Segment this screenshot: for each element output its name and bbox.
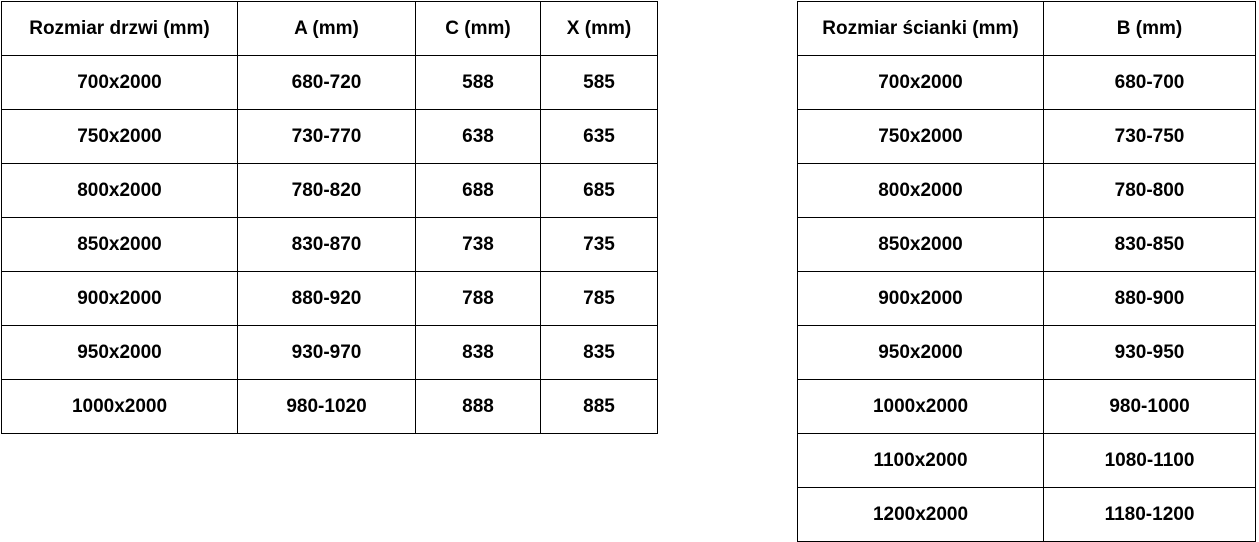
cell-wall-size: 1000x2000 — [798, 380, 1044, 434]
table-header-row — [798, 2, 1256, 56]
cell-a: 930-970 — [238, 326, 416, 380]
cell-door-size: 850x2000 — [2, 218, 238, 272]
doors-dimensions-table — [1, 1, 658, 434]
table-row — [2, 56, 658, 110]
cell-door-size: 900x2000 — [2, 272, 238, 326]
table-row — [798, 56, 1256, 110]
table-row — [798, 434, 1256, 488]
cell-a: 830-870 — [238, 218, 416, 272]
cell-c: 588 — [416, 56, 541, 110]
column-header-door-size: Rozmiar drzwi (mm) — [2, 2, 238, 56]
cell-c: 688 — [416, 164, 541, 218]
table-row — [798, 326, 1256, 380]
table-row — [798, 380, 1256, 434]
cell-b: 730-750 — [1044, 110, 1256, 164]
cell-x: 735 — [541, 218, 658, 272]
cell-x: 835 — [541, 326, 658, 380]
cell-c: 838 — [416, 326, 541, 380]
cell-a: 980-1020 — [238, 380, 416, 434]
cell-door-size: 1000x2000 — [2, 380, 238, 434]
cell-c: 788 — [416, 272, 541, 326]
cell-wall-size: 1200x2000 — [798, 488, 1044, 542]
column-header-x: X (mm) — [541, 2, 658, 56]
cell-wall-size: 850x2000 — [798, 218, 1044, 272]
table-row — [2, 110, 658, 164]
cell-b: 1080-1100 — [1044, 434, 1256, 488]
column-header-wall-size: Rozmiar ścianki (mm) — [798, 2, 1044, 56]
doors-table-body — [2, 56, 658, 434]
cell-a: 780-820 — [238, 164, 416, 218]
cell-x: 885 — [541, 380, 658, 434]
table-row — [798, 488, 1256, 542]
cell-b: 980-1000 — [1044, 380, 1256, 434]
cell-wall-size: 900x2000 — [798, 272, 1044, 326]
cell-wall-size: 950x2000 — [798, 326, 1044, 380]
cell-door-size: 800x2000 — [2, 164, 238, 218]
cell-b: 930-950 — [1044, 326, 1256, 380]
column-header-b: B (mm) — [1044, 2, 1256, 56]
table-row — [2, 164, 658, 218]
cell-a: 880-920 — [238, 272, 416, 326]
cell-wall-size: 700x2000 — [798, 56, 1044, 110]
table-row — [798, 110, 1256, 164]
table-row — [2, 218, 658, 272]
table-row — [2, 272, 658, 326]
cell-b: 1180-1200 — [1044, 488, 1256, 542]
cell-a: 730-770 — [238, 110, 416, 164]
table-row — [798, 164, 1256, 218]
table-row — [798, 272, 1256, 326]
column-header-a: A (mm) — [238, 2, 416, 56]
cell-wall-size: 1100x2000 — [798, 434, 1044, 488]
cell-c: 888 — [416, 380, 541, 434]
wall-table-body — [798, 56, 1256, 542]
cell-door-size: 750x2000 — [2, 110, 238, 164]
table-row — [2, 326, 658, 380]
cell-a: 680-720 — [238, 56, 416, 110]
cell-x: 685 — [541, 164, 658, 218]
doors-table-head — [2, 2, 658, 56]
cell-door-size: 700x2000 — [2, 56, 238, 110]
cell-wall-size: 800x2000 — [798, 164, 1044, 218]
cell-b: 830-850 — [1044, 218, 1256, 272]
cell-x: 785 — [541, 272, 658, 326]
table-row — [798, 218, 1256, 272]
wall-table-head — [798, 2, 1256, 56]
cell-c: 638 — [416, 110, 541, 164]
cell-b: 780-800 — [1044, 164, 1256, 218]
table-header-row — [2, 2, 658, 56]
cell-b: 680-700 — [1044, 56, 1256, 110]
column-header-c: C (mm) — [416, 2, 541, 56]
cell-c: 738 — [416, 218, 541, 272]
cell-wall-size: 750x2000 — [798, 110, 1044, 164]
wall-dimensions-table — [797, 1, 1256, 542]
cell-x: 635 — [541, 110, 658, 164]
cell-door-size: 950x2000 — [2, 326, 238, 380]
cell-x: 585 — [541, 56, 658, 110]
cell-b: 880-900 — [1044, 272, 1256, 326]
table-row — [2, 380, 658, 434]
